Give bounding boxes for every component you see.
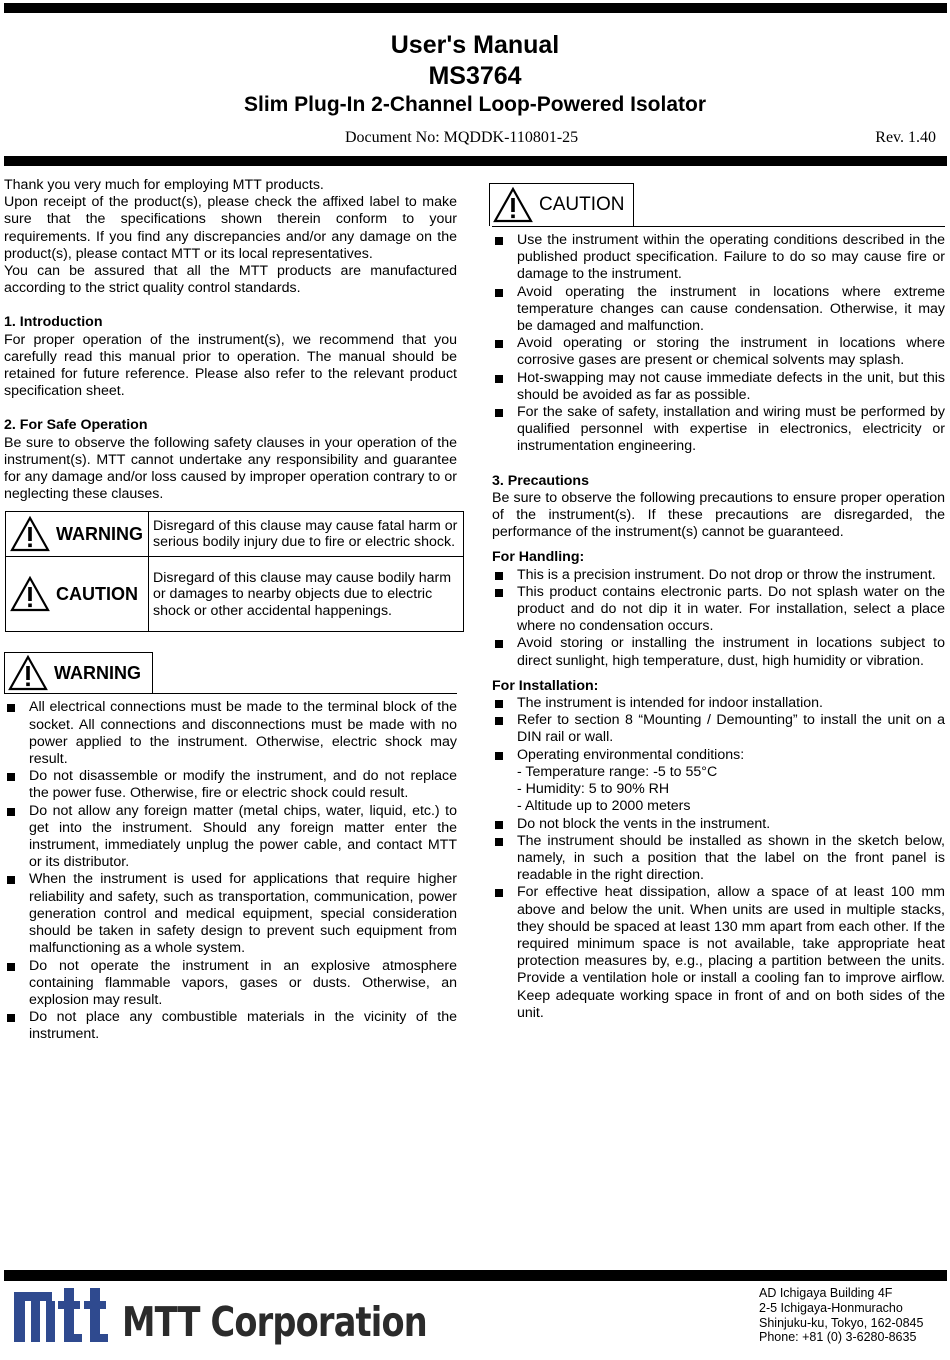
list-item: Do not block the vents in the instrument. — [492, 816, 945, 833]
warning-triangle-icon — [10, 516, 50, 552]
caution-list — [492, 232, 945, 456]
section-3-text: Be sure to observe the following precautions to ensure proper operation of the instrument(s). If these precautions are disregarded, the performance of the instrument(s) cannot be guaranteed. — [492, 489, 945, 541]
document-number: Document No: MQDDK-110801-25 — [345, 129, 579, 146]
list-item: Refer to section 8 “Mounting / Demounting” to install the unit on a DIN rail or wall. — [492, 712, 945, 746]
top-rule — [4, 3, 947, 13]
installation-list-cont — [492, 816, 945, 1022]
list-item: Avoid storing or installing the instrument in locations subject to direct sunlight, high temperature, dust, high humidity or vibration. — [492, 635, 945, 669]
env-conditions-label: Operating environmental conditions: — [517, 746, 745, 763]
section-1-title: 1. Introduction — [4, 314, 103, 331]
caution-heading-box — [489, 183, 634, 226]
legend-text-warning: Disregard of this clause may cause fatal harm or serious bodily injury due to fire or electric shock. — [149, 512, 464, 557]
legend-label-caution: CAUTION — [56, 583, 138, 604]
warning-list — [4, 699, 457, 1043]
list-item: Use the instrument within the operating conditions described in the published product specification. Failure to do so may cause fire or damage to the instrument. — [492, 232, 945, 284]
mtt-logo-icon — [12, 1288, 122, 1344]
list-item: Do not place any combustible materials in the vicinity of the instrument. — [4, 1009, 457, 1043]
legend-label-warning: WARNING — [56, 523, 143, 544]
list-item: This product contains electronic parts. Do not splash water on the product and do not dip it in water. For installation, select a place where no condensation occurs. — [492, 584, 945, 636]
address-line: Shinjuku-ku, Tokyo, 162-0845 — [759, 1315, 924, 1330]
company-address — [759, 1286, 923, 1345]
list-item: Do not allow any foreign matter (metal chips, water, liquid, etc.) to get into the instrument. Should any foreign matter enter the instrument, immediately unplug the power cable, and contact MTT or its distributor. — [4, 803, 457, 872]
handling-title: For Handling: — [492, 549, 585, 566]
left-column — [4, 177, 457, 1044]
list-item: Do not operate the instrument in an explosive atmosphere containing flammable vapors, gases or dusts. Otherwise, an explosion may result. — [4, 958, 457, 1010]
list-item: When the instrument is used for applications that require higher reliability and safety, such as transportation, communication, power generation control and medical equipment, special consideration should be taken in safety design to prevent such equipment from malfunctioning as a whole system. — [4, 871, 457, 957]
legend-row-caution — [6, 557, 464, 632]
intro-paragraph: You can be assured that all the MTT products are manufactured according to the strict quality control standards. — [4, 263, 457, 297]
address-line: AD Ichigaya Building 4F — [759, 1286, 893, 1300]
warning-heading: WARNING — [54, 662, 141, 683]
env-sub-item: - Humidity: 5 to 90% RH — [517, 781, 670, 798]
list-item: Avoid operating the instrument in locations where extreme temperature changes can cause condensation. Otherwise, it may be damaged and malfunction. — [492, 284, 945, 336]
list-item: Hot-swapping may not cause immediate defects in the unit, but this should be avoided as far as possible. — [492, 370, 945, 404]
warning-heading-box — [4, 652, 153, 693]
company-name: MTT Corporation — [122, 1298, 427, 1346]
header-rule — [4, 156, 947, 166]
legend-row-warning — [6, 512, 464, 557]
list-item: Do not disassemble or modify the instrument, and do not replace the power fuse. Otherwise, fire or electric shock could result. — [4, 768, 457, 802]
handling-list — [492, 567, 945, 670]
warning-triangle-icon — [493, 187, 533, 223]
intro-line: Thank you very much for employing MTT products. — [4, 177, 324, 193]
caution-rule — [492, 226, 945, 227]
signal-word-legend — [5, 511, 464, 632]
section-2-title: 2. For Safe Operation — [4, 417, 148, 434]
footer-rule — [4, 1270, 947, 1281]
doc-title: User's Manual — [390, 31, 560, 59]
model-number: MS3764 — [428, 62, 522, 90]
caution-heading: CAUTION — [539, 194, 625, 216]
warning-triangle-icon — [10, 576, 50, 612]
legend-text-caution: Disregard of this clause may cause bodily harm or damages to nearby objects due to electric shock or other accidental happenings. — [149, 557, 464, 632]
right-column — [492, 183, 945, 1022]
warning-rule — [4, 693, 457, 694]
installation-list — [492, 695, 945, 764]
list-item: This is a precision instrument. Do not drop or throw the instrument. — [492, 567, 945, 584]
warning-triangle-icon — [8, 655, 48, 691]
list-item: All electrical connections must be made to the terminal block of the socket. All connections and disconnections must be made with no power applied to the instrument. Otherwise, electric shock may result. — [4, 699, 457, 768]
doc-subtitle: Slim Plug-In 2-Channel Loop-Powered Isolator — [243, 93, 707, 116]
list-item: For the sake of safety, installation and wiring must be performed by qualified personnel with expertise in electronics, electricity or instrumentation engineering. — [492, 404, 945, 456]
env-sub-item: - Temperature range: -5 to 55°C — [517, 763, 718, 780]
revision: Rev. 1.40 — [875, 129, 936, 146]
list-item — [492, 747, 945, 764]
list-item: The instrument is intended for indoor installation. — [492, 695, 945, 712]
address-line: 2-5 Ichigaya-Honmuracho — [759, 1300, 903, 1315]
intro-paragraph: Upon receipt of the product(s), please check the affixed label to make sure that the specifications shown therein conform to your requirements. If you find any discrepancies and/or any damage on the product(s), please contact MTT or its local representatives. — [4, 194, 457, 262]
section-1-text: For proper operation of the instrument(s), we recommend that you carefully read this manual prior to operation. The manual should be retained for future reference. Please also refer to the relevant product specification sheet. — [4, 331, 457, 400]
phone-number: Phone: +81 (0) 3-6280-8635 — [759, 1330, 917, 1345]
list-item: For effective heat dissipation, allow a space of at least 100 mm above and below the unit. When units are used in multiple stacks, they should be spaced at least 130 mm apart from each other. If the required minimum space is not available, take appropriate heat protection measures by, e.g., placing a partition between the units. Provide a ventilation hole or install a cooling fan to improve airflow. Keep adequate working space in front of and on both sides of the unit. — [492, 884, 945, 1022]
list-item: Avoid operating or storing the instrument in locations where corrosive gases are present or chemical solvents may splash. — [492, 335, 945, 369]
list-item: The instrument should be installed as shown in the sketch below, namely, in such a position that the label on the front panel is readable in the right direction. — [492, 833, 945, 885]
installation-title: For Installation: — [492, 677, 599, 694]
env-sub-item: - Altitude up to 2000 meters — [517, 798, 691, 815]
section-2-text: Be sure to observe the following safety clauses in your operation of the instrument(s). MTT cannot undertake any responsibility and guarantee for any damage and/or loss caused by improper operation contrary to or neglecting these clauses. — [4, 434, 457, 503]
section-3-title: 3. Precautions — [492, 472, 589, 489]
